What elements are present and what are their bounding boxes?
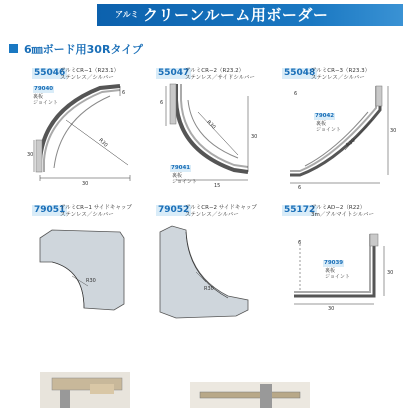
product-name: アルミCR−3（R23.3）: [311, 68, 371, 74]
dim-label: 6: [160, 100, 164, 106]
dim-label: 15: [214, 183, 221, 189]
product-code-79052: 79052: [158, 205, 190, 215]
dim-label: R30: [97, 137, 109, 149]
dim-label: 30: [390, 128, 397, 134]
joint-label: 裏板 ジョイント: [33, 94, 58, 106]
dim-label: R30: [204, 286, 214, 292]
dim-label: 6: [298, 240, 302, 246]
dim-label: 30: [251, 134, 258, 140]
joint-tag: 79042: [315, 113, 335, 119]
dim-label: 30: [82, 181, 89, 187]
joint-label: 裏板 ジョイント: [316, 121, 341, 133]
joint-tag: 79041: [171, 165, 191, 171]
header-small-label: アルミ: [115, 10, 139, 19]
product-name: アルミCR−2 サイドキャップ: [185, 205, 257, 211]
product-code-55047: 55047: [158, 68, 190, 78]
page-title: クリーンルーム用ボーダー: [143, 6, 329, 24]
dim-label: 6: [122, 90, 126, 96]
joint-tag: 79039: [324, 260, 344, 266]
product-sub: ステンレス／シルバー: [311, 75, 365, 81]
joint-tag: 79040: [34, 86, 54, 92]
product-sub: ステンレス／シルバー: [60, 212, 114, 218]
dim-label: 30: [328, 306, 335, 312]
section-title: 6㎜ボード用30Rタイプ: [24, 43, 143, 56]
product-sub: ステンレス／シルバー: [60, 75, 114, 81]
product-name: アルミCR−1 サイドキャップ: [60, 205, 132, 211]
dim-label: R30: [205, 119, 217, 131]
joint-label: 裏板 ジョイント: [325, 268, 350, 280]
product-name: アルミCR−1（R23.1）: [60, 68, 120, 74]
product-name: アルミAD−2（R22）: [311, 205, 366, 211]
dim-label: 30: [27, 152, 34, 158]
product-name: アルミCR−2（R23.2）: [185, 68, 245, 74]
product-sub: ステンレス／シルバー: [185, 212, 239, 218]
product-sub: 3m／アルマイトシルバー: [311, 212, 375, 218]
product-code-55048: 55048: [284, 68, 316, 78]
product-sub: ステンレス／サイドシルバー: [185, 75, 255, 81]
product-code-55046: 55046: [34, 68, 66, 78]
dim-label: R30: [345, 137, 357, 149]
dim-label: 6: [298, 185, 302, 191]
dim-label: 6: [294, 91, 298, 97]
joint-label: 裏板 ジョイント: [172, 173, 197, 185]
product-code-79051: 79051: [34, 205, 66, 215]
dim-label: 30: [387, 270, 394, 276]
dim-label: R30: [86, 278, 96, 284]
product-code-55172: 55172: [284, 205, 316, 215]
